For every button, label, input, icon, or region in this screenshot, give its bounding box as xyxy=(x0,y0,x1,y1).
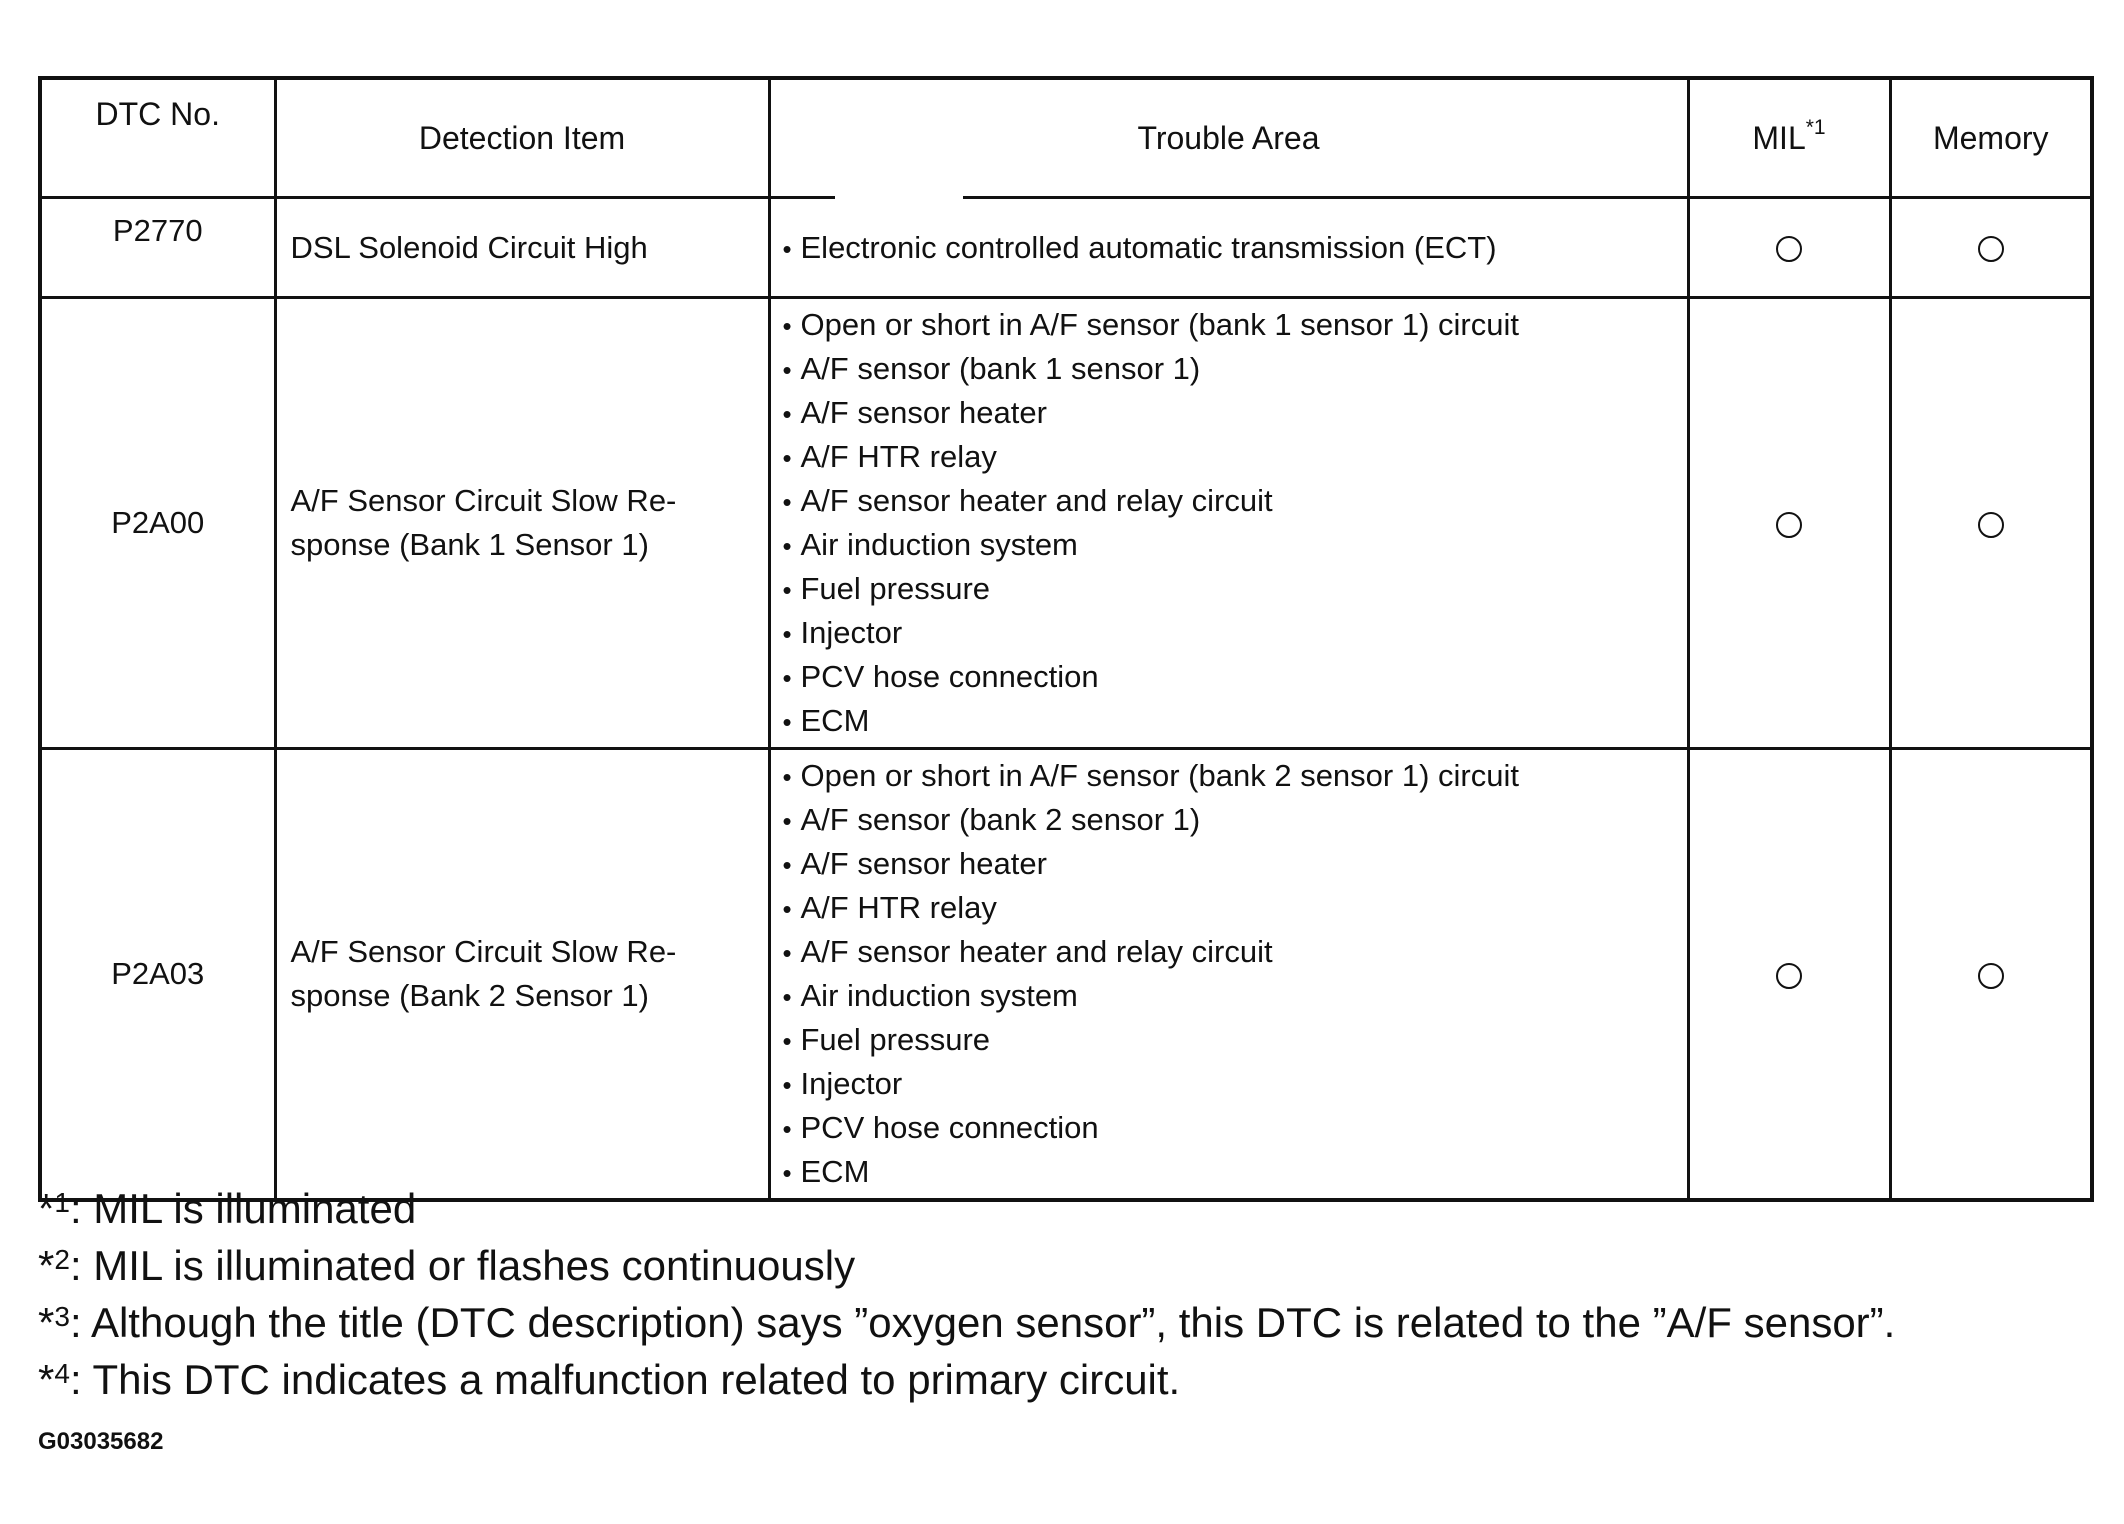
table-row xyxy=(40,749,2092,1201)
trouble-text: Air induction system xyxy=(800,527,1078,562)
bullet-icon: • xyxy=(782,982,792,1012)
footnote-text: : MIL is illuminated xyxy=(69,1185,417,1232)
list-item xyxy=(783,391,1687,435)
table-row xyxy=(40,198,2092,298)
trouble-text: A/F HTR relay xyxy=(800,890,997,925)
detection-line: sponse (Bank 1 Sensor 1) xyxy=(290,527,649,562)
bullet-icon: • xyxy=(782,1158,792,1188)
trouble-text: Open or short in A/F sensor (bank 2 sensor 1) circuit xyxy=(800,758,1519,793)
footnote-asterisk: * xyxy=(38,1185,55,1232)
footnote-asterisk: * xyxy=(38,1242,55,1289)
list-item xyxy=(783,435,1687,479)
dtc-code: P2770 xyxy=(40,198,275,298)
detection-line: sponse (Bank 2 Sensor 1) xyxy=(290,978,649,1013)
list-item xyxy=(783,974,1687,1018)
header-border-gap xyxy=(835,194,963,200)
trouble-text: ECM xyxy=(800,1154,870,1189)
bullet-icon: • xyxy=(782,399,792,429)
mil-cell xyxy=(1688,298,1890,749)
header-memory: Memory xyxy=(1890,78,2092,198)
footnote-1 xyxy=(38,1180,1895,1237)
footnote-text: : MIL is illuminated or flashes continuously xyxy=(69,1242,856,1289)
detection-item xyxy=(275,749,769,1201)
trouble-text: A/F sensor (bank 2 sensor 1) xyxy=(800,802,1201,837)
list-item xyxy=(783,842,1687,886)
footnote-text: : Although the title (DTC description) says ”oxygen sensor”, this DTC is related to the ”A/F sensor”. xyxy=(69,1299,1896,1346)
bullet-icon: • xyxy=(782,707,792,737)
footnote-number: 1 xyxy=(54,1187,70,1218)
list-item xyxy=(783,303,1687,347)
list-item xyxy=(783,930,1687,974)
trouble-text: A/F sensor heater and relay circuit xyxy=(800,483,1273,518)
list-item xyxy=(783,611,1687,655)
list-item xyxy=(783,798,1687,842)
bullet-icon: • xyxy=(782,619,792,649)
detection-item: DSL Solenoid Circuit High xyxy=(275,198,769,298)
bullet-icon: • xyxy=(782,1070,792,1100)
bullet-icon: • xyxy=(782,233,792,264)
footnote-3 xyxy=(38,1294,1895,1351)
footnote-asterisk: * xyxy=(38,1356,55,1403)
trouble-text: A/F sensor heater xyxy=(800,395,1047,430)
header-trouble-area-label: Trouble Area xyxy=(1137,119,1320,156)
trouble-text: Injector xyxy=(800,1066,903,1101)
memory-cell xyxy=(1890,298,2092,749)
footnote-4 xyxy=(38,1351,1895,1408)
footnote-asterisk: * xyxy=(38,1299,55,1346)
footnote-number: 2 xyxy=(54,1244,70,1275)
bullet-icon: • xyxy=(782,1114,792,1144)
dtc-table xyxy=(38,76,2094,1202)
trouble-text: Injector xyxy=(800,615,903,650)
mil-cell xyxy=(1688,198,1890,298)
memory-circle-icon xyxy=(1978,236,2004,262)
trouble-text: PCV hose connection xyxy=(800,659,1099,694)
trouble-text: A/F HTR relay xyxy=(800,439,997,474)
mil-circle-icon xyxy=(1776,236,1802,262)
dtc-code: P2A00 xyxy=(40,298,275,749)
list-item xyxy=(783,523,1687,567)
bullet-icon: • xyxy=(782,762,792,792)
detection-item xyxy=(275,298,769,749)
memory-circle-icon xyxy=(1978,512,2004,538)
list-item xyxy=(783,886,1687,930)
trouble-text: Air induction system xyxy=(800,978,1078,1013)
trouble-area xyxy=(769,298,1688,749)
trouble-text: Electronic controlled automatic transmission (ECT) xyxy=(800,229,1497,265)
footnotes xyxy=(38,1180,1895,1408)
bullet-icon: • xyxy=(782,663,792,693)
footnote-2 xyxy=(38,1237,1895,1294)
trouble-text: A/F sensor heater xyxy=(800,846,1047,881)
bullet-icon: • xyxy=(782,575,792,605)
memory-circle-icon xyxy=(1978,963,2004,989)
dtc-code: P2A03 xyxy=(40,749,275,1201)
footnote-text: : This DTC indicates a malfunction related to primary circuit. xyxy=(69,1356,1181,1403)
table-header-row xyxy=(40,78,2092,198)
trouble-list xyxy=(783,222,1687,274)
list-item xyxy=(783,479,1687,523)
trouble-text: Fuel pressure xyxy=(800,571,991,606)
trouble-text: Open or short in A/F sensor (bank 1 sensor 1) circuit xyxy=(800,307,1519,342)
bullet-icon: • xyxy=(782,443,792,473)
mil-circle-icon xyxy=(1776,512,1802,538)
list-item xyxy=(783,226,1687,270)
trouble-text: A/F sensor (bank 1 sensor 1) xyxy=(800,351,1201,386)
header-trouble-area xyxy=(769,78,1688,198)
list-item xyxy=(783,754,1687,798)
list-item xyxy=(783,1106,1687,1150)
detection-line: A/F Sensor Circuit Slow Re- xyxy=(290,934,677,969)
bullet-icon: • xyxy=(782,850,792,880)
header-mil-footnote-mark: *1 xyxy=(1805,115,1826,139)
bullet-icon: • xyxy=(782,487,792,517)
trouble-text: PCV hose connection xyxy=(800,1110,1099,1145)
list-item xyxy=(783,699,1687,743)
trouble-text: ECM xyxy=(800,703,870,738)
list-item xyxy=(783,347,1687,391)
memory-cell xyxy=(1890,198,2092,298)
mil-circle-icon xyxy=(1776,963,1802,989)
trouble-list xyxy=(783,750,1687,1198)
bullet-icon: • xyxy=(782,311,792,341)
header-mil-label: MIL xyxy=(1752,119,1806,156)
list-item xyxy=(783,1018,1687,1062)
trouble-list xyxy=(783,299,1687,747)
list-item xyxy=(783,1062,1687,1106)
bullet-icon: • xyxy=(782,894,792,924)
trouble-area xyxy=(769,198,1688,298)
figure-id: G03035682 xyxy=(38,1428,164,1455)
memory-cell xyxy=(1890,749,2092,1201)
footnote-number: 4 xyxy=(54,1358,70,1389)
table-row xyxy=(40,298,2092,749)
bullet-icon: • xyxy=(782,531,792,561)
mil-cell xyxy=(1688,749,1890,1201)
trouble-text: Fuel pressure xyxy=(800,1022,991,1057)
header-detection-item: Detection Item xyxy=(275,78,769,198)
bullet-icon: • xyxy=(782,938,792,968)
bullet-icon: • xyxy=(782,806,792,836)
bullet-icon: • xyxy=(782,1026,792,1056)
header-dtc-no: DTC No. xyxy=(40,78,275,198)
bullet-icon: • xyxy=(782,355,792,385)
list-item xyxy=(783,567,1687,611)
trouble-text: A/F sensor heater and relay circuit xyxy=(800,934,1273,969)
list-item xyxy=(783,655,1687,699)
header-mil xyxy=(1688,78,1890,198)
trouble-area xyxy=(769,749,1688,1201)
detection-line: A/F Sensor Circuit Slow Re- xyxy=(290,483,677,518)
footnote-number: 3 xyxy=(54,1301,70,1332)
